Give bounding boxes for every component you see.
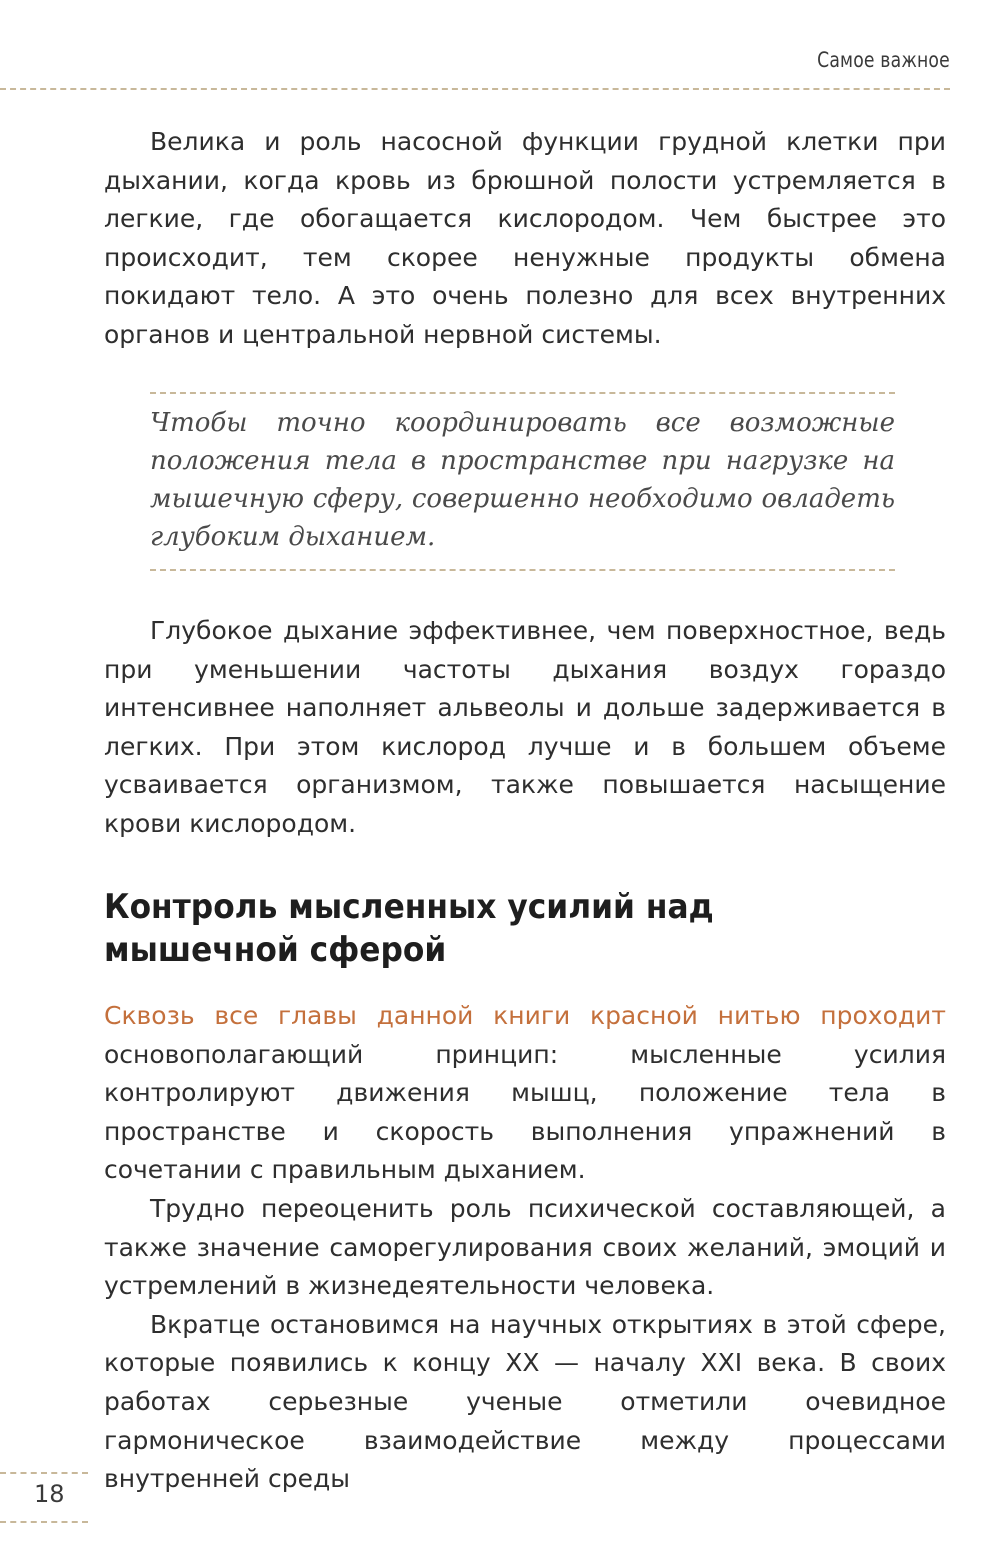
- section-paragraph-3: Вкратце остановимся на научных открытиях в этой сфере, которые появились к концу XX — началу XXI века. В своих работах серьезные ученые отметили очевидное гармоническое взаимодействие между процессами внутренней среды: [104, 1309, 946, 1494]
- pull-quote: Чтобы точно координировать все возможные положения тела в пространстве при нагрузке на мышечную сферу, совершенно необходимо овладеть глубоким дыханием.: [150, 408, 895, 552]
- section-paragraph-1-rest: основополагающий принцип: мысленные усилия контролируют движения мышц, положение тела в пространстве и скорость выполнения упражнений в сочетании с правильным дыханием.: [104, 1039, 946, 1185]
- paragraph-1: Велика и роль насосной функции грудной клетки при дыхании, когда кровь из брюшной полости устремляется в легкие, где обогащается кислородом. Чем быстрее это происходит, тем скорее ненужные продукты обмена покидают тело. А это очень полезно для всех внутренних органов и центральной нервной системы.: [104, 127, 946, 349]
- folio-divider-top: [0, 1472, 88, 1474]
- section-heading: Контроль мысленных усилий над мышечной сферой: [104, 887, 714, 970]
- running-head: Самое важное: [817, 48, 950, 72]
- header-divider: [0, 88, 950, 90]
- section-paragraph-1: [104, 997, 946, 1190]
- paragraph-1-block: [104, 123, 946, 355]
- lead-in-words: Сквозь все главы данной книги красной нитью проходит: [104, 1001, 946, 1030]
- quote-divider-top: [150, 392, 895, 394]
- page-number: 18: [34, 1480, 65, 1508]
- paragraph-2: Глубокое дыхание эффективнее, чем поверхностное, ведь при уменьшении частоты дыхания воздух гораздо интенсивнее наполняет альвеолы и дольше задерживается в легких. При этом кислород лучше и в большем объеме усваивается организмом, также повышается насыщение крови кислородом.: [104, 616, 946, 838]
- paragraph-2-block: [104, 612, 946, 844]
- section-body: [104, 997, 946, 1499]
- section-paragraph-2: Трудно переоценить роль психической составляющей, а также значение саморегулирования своих желаний, эмоций и устремлений в жизнедеятельности человека.: [104, 1193, 946, 1301]
- quote-divider-bottom: [150, 569, 895, 571]
- folio-divider-bottom: [0, 1521, 88, 1523]
